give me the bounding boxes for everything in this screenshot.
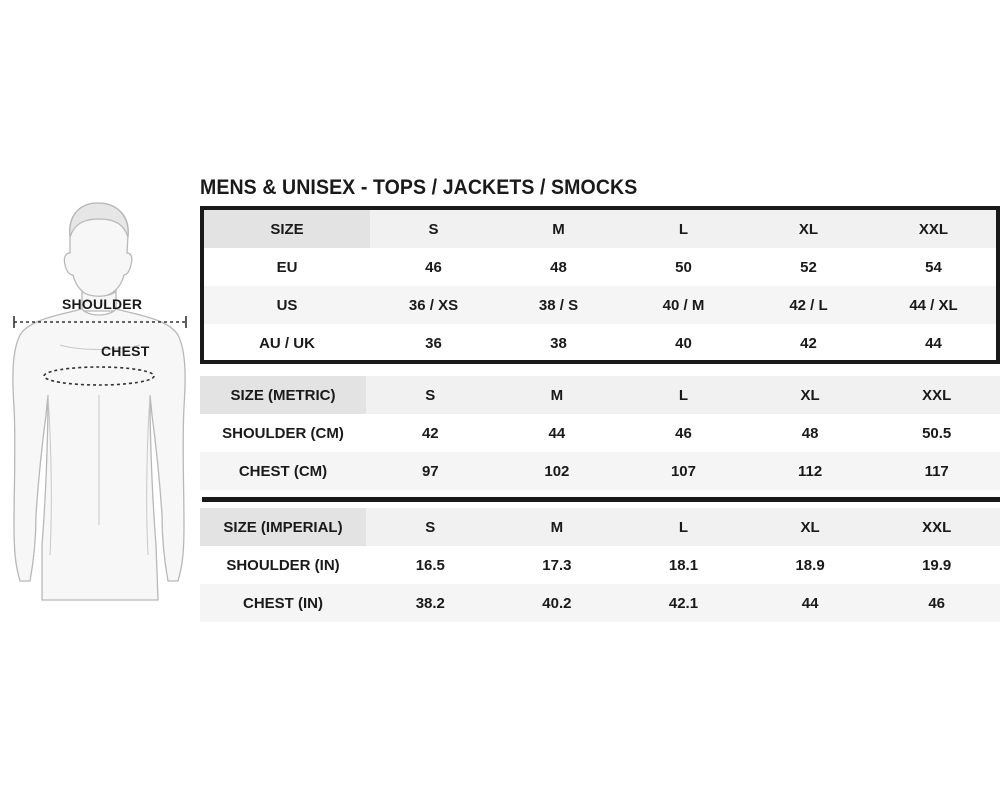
value-cell: 19.9 [922,556,952,574]
size-header-cell: S [368,376,493,414]
row-label-cell: CHEST (IN) [243,594,323,612]
chest-label: CHEST [101,343,150,359]
size-header-cell: XL [747,210,870,248]
value-cell: 46 [675,424,692,442]
table-row [204,324,996,362]
value-cell: 44 [548,424,566,442]
value-cell: 44 / XL [909,296,958,314]
size-header-cell: XXL [874,376,999,414]
table-header-row [204,210,996,248]
value-cell: 42 [800,334,817,352]
imperial-measurement-table [200,508,1000,622]
row-label-cell: AU / UK [259,334,315,352]
value-cell: 46 [928,594,946,612]
value-cell: 38 / S [538,296,579,314]
size-header-cell: XL [748,508,873,546]
value-cell: 112 [797,462,823,480]
row-label-cell: SHOULDER (IN) [226,556,340,574]
value-cell: 38.2 [415,594,445,612]
table-row [200,452,1000,490]
size-conversion-table [200,206,1000,364]
value-cell: 18.1 [668,556,699,574]
section-divider [202,497,1000,502]
size-header-cell: S [372,210,495,248]
table-header-row [200,376,1000,414]
value-cell: 40 [675,334,692,352]
table-row [200,414,1000,452]
value-cell: 46 [425,258,442,276]
value-cell: 36 / XS [408,296,459,314]
size-header-cell: XXL [874,508,999,546]
value-cell: 48 [550,258,567,276]
chart-title: MENS & UNISEX - TOPS / JACKETS / SMOCKS [200,176,638,199]
row-label-cell: US [276,296,298,314]
size-header-cell: L [622,210,745,248]
value-cell: 16.5 [415,556,445,574]
value-cell: 97 [421,462,439,480]
value-cell: 117 [924,462,949,480]
table-row [200,546,1000,584]
header-cell: SIZE (METRIC) [200,376,366,414]
size-header-cell: XXL [872,210,995,248]
size-header-cell: L [621,376,746,414]
header-cell: SIZE (IMPERIAL) [200,508,366,546]
value-cell: 102 [544,462,570,480]
value-cell: 17.3 [542,556,572,574]
header-cell: SIZE [204,210,370,248]
value-cell: 50 [675,258,692,276]
table-row [204,248,996,286]
value-cell: 38 [550,334,567,352]
value-cell: 42.1 [668,594,699,612]
table-row [200,584,1000,622]
value-cell: 44 [801,594,819,612]
value-cell: 44 [925,334,942,352]
size-header-cell: M [495,376,620,414]
shoulder-label: SHOULDER [62,296,143,312]
value-cell: 42 [421,424,439,442]
table-header-row [200,508,1000,546]
value-cell: 36 [425,334,442,352]
value-cell: 52 [800,258,817,276]
size-header-cell: S [368,508,493,546]
value-cell: 54 [925,258,942,276]
value-cell: 50.5 [922,424,952,442]
value-cell: 107 [670,462,696,480]
male-silhouette-icon [0,195,200,605]
value-cell: 42 / L [789,296,828,314]
size-header-cell: M [497,210,620,248]
row-label-cell: CHEST (CM) [238,462,328,480]
body-measurement-figure [0,195,200,605]
row-label-cell: SHOULDER (CM) [222,424,344,442]
table-row [204,286,996,324]
row-label-cell: EU [276,258,298,276]
value-cell: 48 [801,424,819,442]
metric-measurement-table [200,376,1000,490]
value-cell: 40 / M [662,296,705,314]
value-cell: 18.9 [795,556,825,574]
size-header-cell: L [621,508,746,546]
size-header-cell: XL [748,376,873,414]
value-cell: 40.2 [542,594,572,612]
size-header-cell: M [495,508,620,546]
